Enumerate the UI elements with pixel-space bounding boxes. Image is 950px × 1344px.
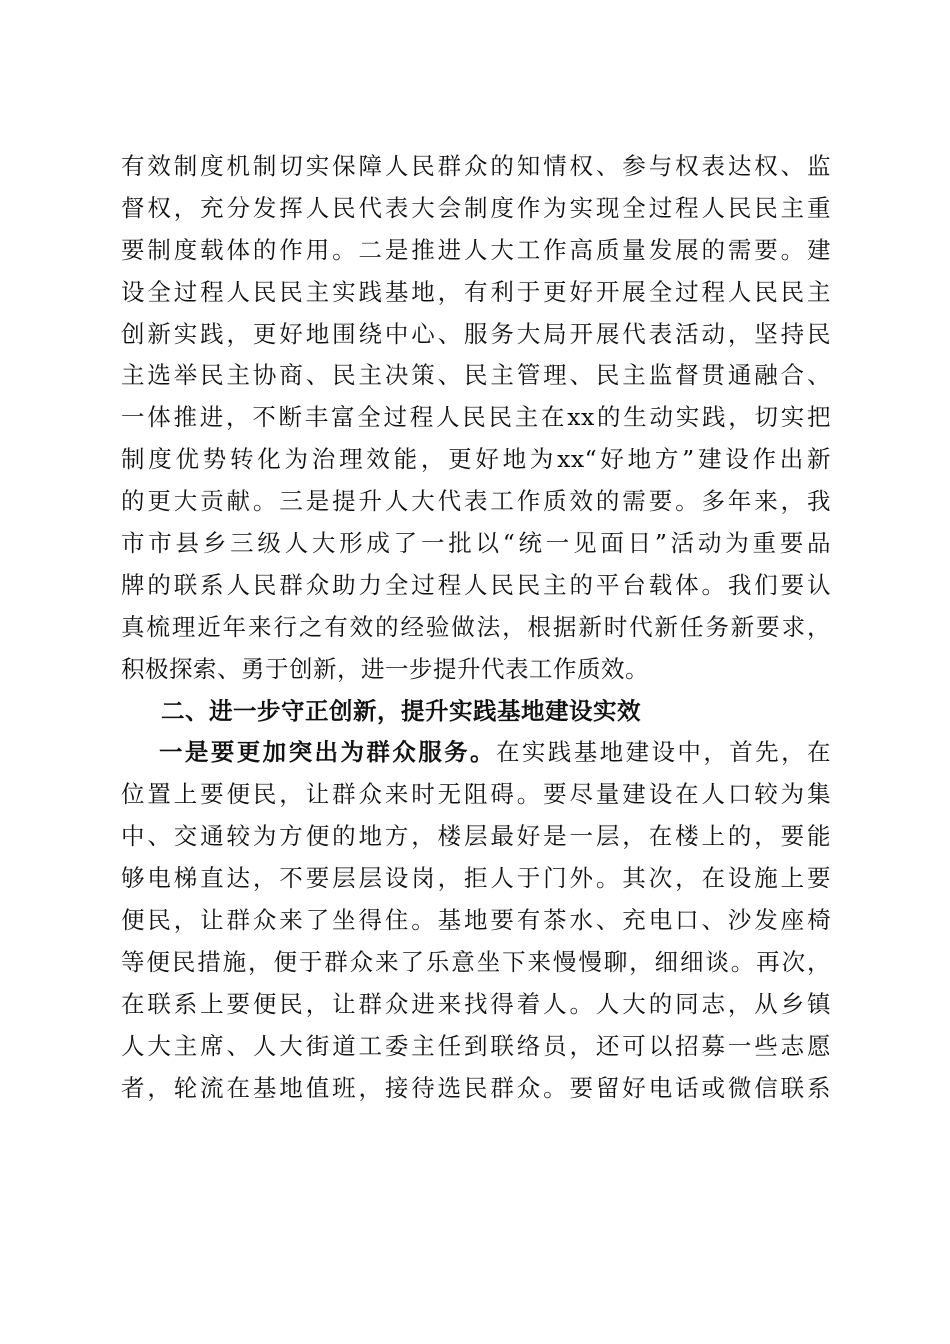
paragraph-first-rest: 在实践基地建设中，首先，在 (495, 738, 832, 767)
text-line: 在联系上要便民，让群众进来找得着人。人大的同志，从乡镇 (121, 989, 831, 1018)
section-heading: 二、进一步守正创新，提升实践基地建设实效 (161, 696, 641, 725)
text-line: 位置上要便民，让群众来时无阻碍。要尽量建设在人口较为集 (121, 780, 831, 809)
text-line: 一体推进，不断丰富全过程人民民主在xx的生动实践，切实把 (121, 403, 831, 432)
text-line: 的更大贡献。三是提升人大代表工作质效的需要。多年来，我 (121, 487, 831, 516)
text-line: 设全过程人民民主实践基地，有利于更好开展全过程人民民主 (121, 277, 831, 306)
text-line: 市市县乡三级人大形成了一批以“统一见面日”活动为重要品 (121, 529, 831, 558)
text-line: 积极探索、勇于创新，进一步提升代表工作质效。 (121, 654, 649, 683)
text-line: 督权，充分发挥人民代表大会制度作为实现全过程人民民主重 (121, 193, 831, 222)
paragraph-first-line (121, 732, 831, 774)
text-line: 中、交通较为方便的地方，楼层最好是一层，在楼上的，要能 (121, 822, 831, 851)
paragraph-lead: 一是要更加突出为群众服务。 (159, 738, 496, 767)
text-line: 便民，让群众来了坐得住。基地要有茶水、充电口、沙发座椅 (121, 906, 831, 935)
text-line: 等便民措施，便于群众来了乐意坐下来慢慢聊，细细谈。再次， (121, 947, 831, 976)
body-text (121, 146, 831, 1109)
text-line: 有效制度机制切实保障人民群众的知情权、参与权表达权、监 (121, 152, 831, 180)
text-line: 制度优势转化为治理效能，更好地为xx“好地方”建设作出新 (121, 445, 831, 474)
text-line: 要制度载体的作用。二是推进人大工作高质量发展的需要。建 (121, 235, 831, 264)
text-line: 创新实践，更好地围绕中心、服务大局开展代表活动，坚持民 (121, 319, 831, 348)
text-line: 牌的联系人民群众助力全过程人民民主的平台载体。我们要认 (121, 570, 831, 599)
text-line: 够电梯直达，不要层层设岗，拒人于门外。其次，在设施上要 (121, 864, 831, 893)
text-line: 人大主席、人大街道工委主任到联络员，还可以招募一些志愿 (121, 1031, 831, 1060)
text-line: 者，轮流在基地值班，接待选民群众。要留好电话或微信联系 (121, 1073, 831, 1102)
text-line: 主选举民主协商、民主决策、民主管理、民主监督贯通融合、 (121, 361, 831, 390)
text-line: 真梳理近年来行之有效的经验做法，根据新时代新任务新要求， (121, 612, 831, 641)
